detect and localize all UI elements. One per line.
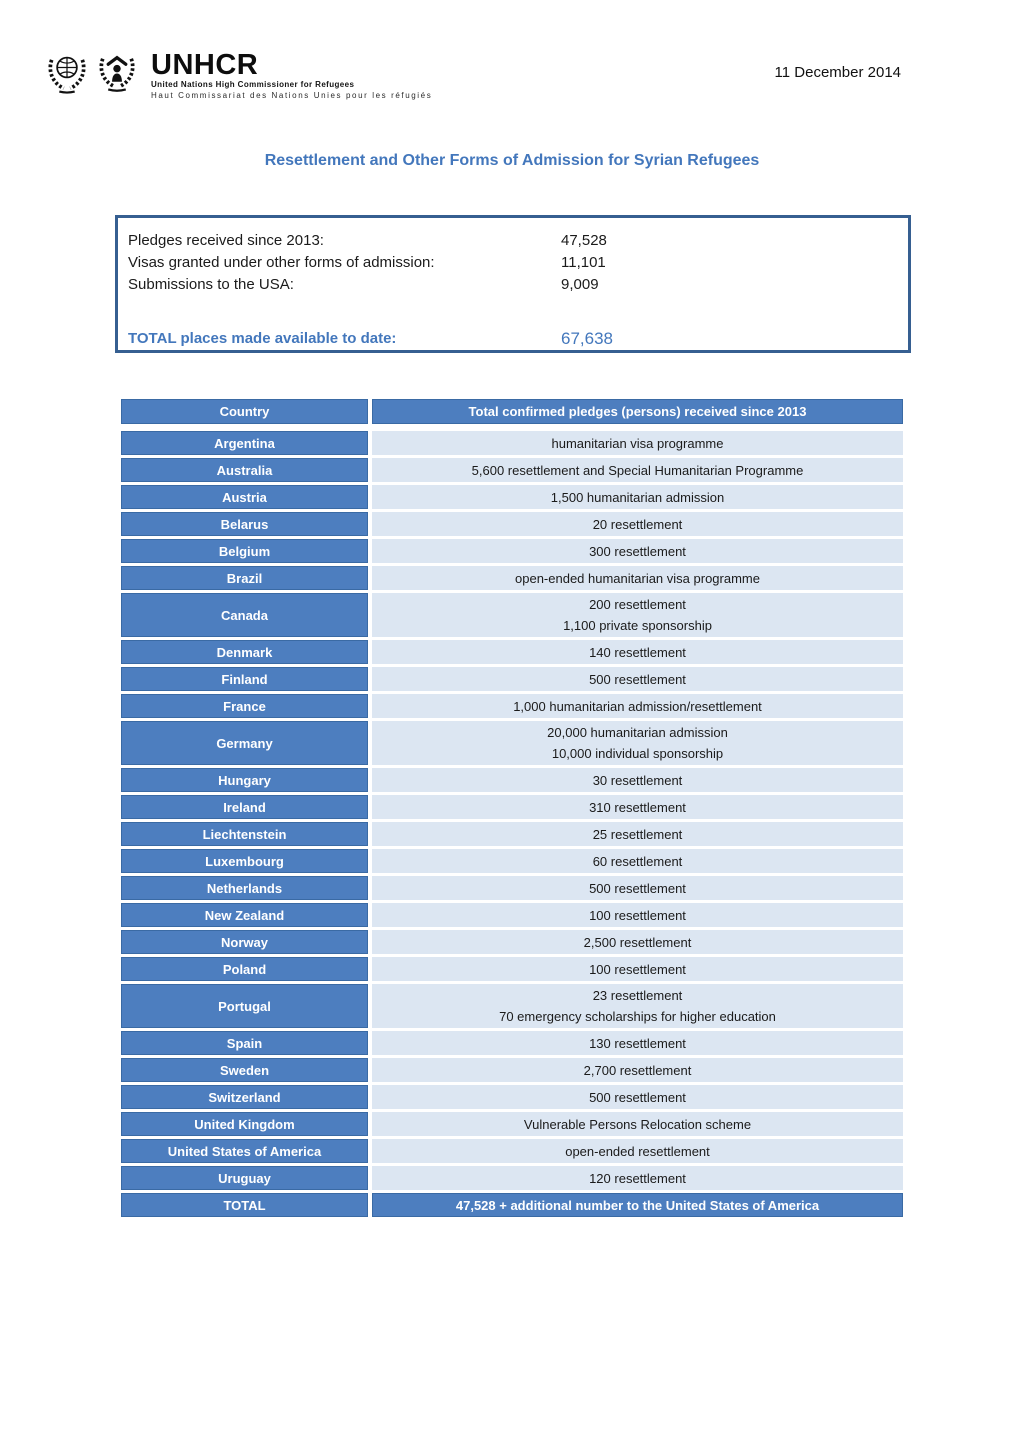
table-row [121, 512, 903, 536]
pledge-cell [372, 566, 903, 590]
pledge-cell [372, 1166, 903, 1190]
un-emblem-icon [45, 50, 89, 96]
table-row [121, 1166, 903, 1190]
pledge-cell [372, 667, 903, 691]
summary-row [128, 230, 898, 252]
summary-label: Submissions to the USA: [128, 276, 294, 293]
pledge-line: 310 resettlement [589, 799, 686, 815]
table-row [121, 667, 903, 691]
summary-value: 47,528 [561, 232, 607, 249]
country-cell: Australia [121, 458, 368, 482]
pledge-cell [372, 1112, 903, 1136]
pledge-cell [372, 930, 903, 954]
country-cell: Netherlands [121, 876, 368, 900]
country-cell: Belgium [121, 539, 368, 563]
table-row [121, 431, 903, 455]
pledge-cell [372, 640, 903, 664]
pledge-line: 20 resettlement [592, 516, 683, 532]
summary-label: Visas granted under other forms of admission: [128, 254, 435, 271]
country-cell: Norway [121, 930, 368, 954]
country-cell: Liechtenstein [121, 822, 368, 846]
table-row [121, 795, 903, 819]
pledge-cell [372, 1058, 903, 1082]
document-date: 11 December 2014 [774, 64, 901, 81]
table-row [121, 957, 903, 981]
table-header-row [121, 399, 903, 424]
pledge-cell [372, 721, 903, 765]
table-row [121, 768, 903, 792]
logo-title: UNHCR [151, 49, 259, 81]
pledge-cell [372, 876, 903, 900]
summary-box [115, 215, 911, 353]
summary-label: Pledges received since 2013: [128, 232, 324, 249]
pledge-line: open-ended humanitarian visa programme [515, 570, 760, 586]
pledge-line: 25 resettlement [592, 826, 683, 842]
pledge-line: 30 resettlement [592, 772, 683, 788]
table-row [121, 485, 903, 509]
country-cell: Brazil [121, 566, 368, 590]
country-cell: Sweden [121, 1058, 368, 1082]
table-row [121, 566, 903, 590]
page-title: Resettlement and Other Forms of Admission for Syrian Refugees [264, 152, 760, 169]
pledge-line: 10,000 individual sponsorship [551, 746, 724, 761]
pledges-table [121, 399, 903, 1220]
country-cell: Spain [121, 1031, 368, 1055]
table-row [121, 930, 903, 954]
table-row [121, 903, 903, 927]
pledge-cell [372, 957, 903, 981]
table-row [121, 876, 903, 900]
table-row [121, 721, 903, 765]
table-row [121, 640, 903, 664]
table-row [121, 539, 903, 563]
pledge-cell [372, 1031, 903, 1055]
country-cell: Uruguay [121, 1166, 368, 1190]
pledge-line: open-ended resettlement [565, 1143, 710, 1159]
pledge-line: 500 resettlement [589, 671, 686, 687]
pledge-cell [372, 903, 903, 927]
pledges-header-cell: Total confirmed pledges (persons) received since 2013 [372, 399, 903, 424]
pledge-line: 1,500 humanitarian admission [550, 489, 725, 505]
pledge-cell [372, 458, 903, 482]
pledge-cell [372, 1139, 903, 1163]
pledge-line: 130 resettlement [589, 1035, 686, 1051]
country-cell: Switzerland [121, 1085, 368, 1109]
summary-row [128, 274, 898, 296]
country-cell: Canada [121, 593, 368, 637]
country-cell: Belarus [121, 512, 368, 536]
summary-value: 11,101 [561, 254, 606, 271]
table-body [121, 431, 903, 1190]
table-row [121, 458, 903, 482]
table-total-row [121, 1193, 903, 1217]
pledge-cell [372, 539, 903, 563]
summary-total-row [128, 328, 898, 350]
pledge-line: humanitarian visa programme [551, 435, 724, 451]
unhcr-logo [45, 50, 432, 100]
pledge-line: 20,000 humanitarian admission [547, 725, 728, 740]
pledge-line: 120 resettlement [589, 1170, 686, 1186]
pledge-cell [372, 512, 903, 536]
pledge-line: 2,500 resettlement [583, 934, 692, 950]
pledge-line: 5,600 resettlement and Special Humanitarian Programme [471, 462, 804, 478]
pledge-cell [372, 768, 903, 792]
table-row [121, 984, 903, 1028]
pledge-cell [372, 593, 903, 637]
pledge-line: 60 resettlement [592, 853, 683, 869]
total-value-cell: 47,528 + additional number to the United States of America [372, 1193, 903, 1217]
pledge-line: 1,000 humanitarian admission/resettlement [513, 698, 762, 714]
summary-row [128, 252, 898, 274]
country-cell: United Kingdom [121, 1112, 368, 1136]
country-cell: Austria [121, 485, 368, 509]
pledge-line: 500 resettlement [589, 880, 686, 896]
total-label-cell: TOTAL [121, 1193, 368, 1217]
logo-subtitle-en: United Nations High Commissioner for Refugees [151, 80, 355, 89]
pledge-line: Vulnerable Persons Relocation scheme [523, 1116, 752, 1132]
table-row [121, 1139, 903, 1163]
pledge-line: 2,700 resettlement [583, 1062, 692, 1078]
pledge-cell [372, 822, 903, 846]
unhcr-emblem-icon [95, 50, 139, 96]
pledge-cell [372, 795, 903, 819]
country-cell: Ireland [121, 795, 368, 819]
pledge-cell [372, 485, 903, 509]
pledge-line: 100 resettlement [589, 961, 686, 977]
pledge-line: 500 resettlement [589, 1089, 686, 1105]
table-row [121, 593, 903, 637]
country-cell: Denmark [121, 640, 368, 664]
pledge-line: 300 resettlement [589, 543, 686, 559]
table-row [121, 1112, 903, 1136]
pledge-line: 1,100 private sponsorship [563, 618, 712, 633]
country-cell: United States of America [121, 1139, 368, 1163]
table-row [121, 1031, 903, 1055]
pledge-cell [372, 431, 903, 455]
summary-value: 9,009 [561, 276, 599, 293]
table-row [121, 822, 903, 846]
pledge-cell [372, 984, 903, 1028]
logo-text [151, 50, 432, 100]
pledge-cell [372, 849, 903, 873]
country-header-cell: Country [121, 399, 368, 424]
country-cell: Argentina [121, 431, 368, 455]
country-cell: Finland [121, 667, 368, 691]
pledge-line: 70 emergency scholarships for higher education [499, 1009, 776, 1024]
pledge-cell [372, 694, 903, 718]
pledge-cell [372, 1085, 903, 1109]
country-cell: Germany [121, 721, 368, 765]
pledge-line: 140 resettlement [589, 644, 686, 660]
country-cell: Poland [121, 957, 368, 981]
pledge-line: 100 resettlement [589, 907, 686, 923]
table-row [121, 1058, 903, 1082]
country-cell: France [121, 694, 368, 718]
table-row [121, 694, 903, 718]
table-row [121, 1085, 903, 1109]
pledge-line: 23 resettlement [592, 988, 683, 1003]
pledge-line: 200 resettlement [589, 597, 686, 612]
country-cell: New Zealand [121, 903, 368, 927]
country-cell: Luxembourg [121, 849, 368, 873]
table-row [121, 849, 903, 873]
logo-subtitle-fr: Haut Commissariat des Nations Unies pour les réfugiés [151, 91, 433, 100]
summary-total-label: TOTAL places made available to date: [128, 330, 397, 347]
country-cell: Hungary [121, 768, 368, 792]
country-cell: Portugal [121, 984, 368, 1028]
summary-total-value: 67,638 [561, 329, 613, 348]
